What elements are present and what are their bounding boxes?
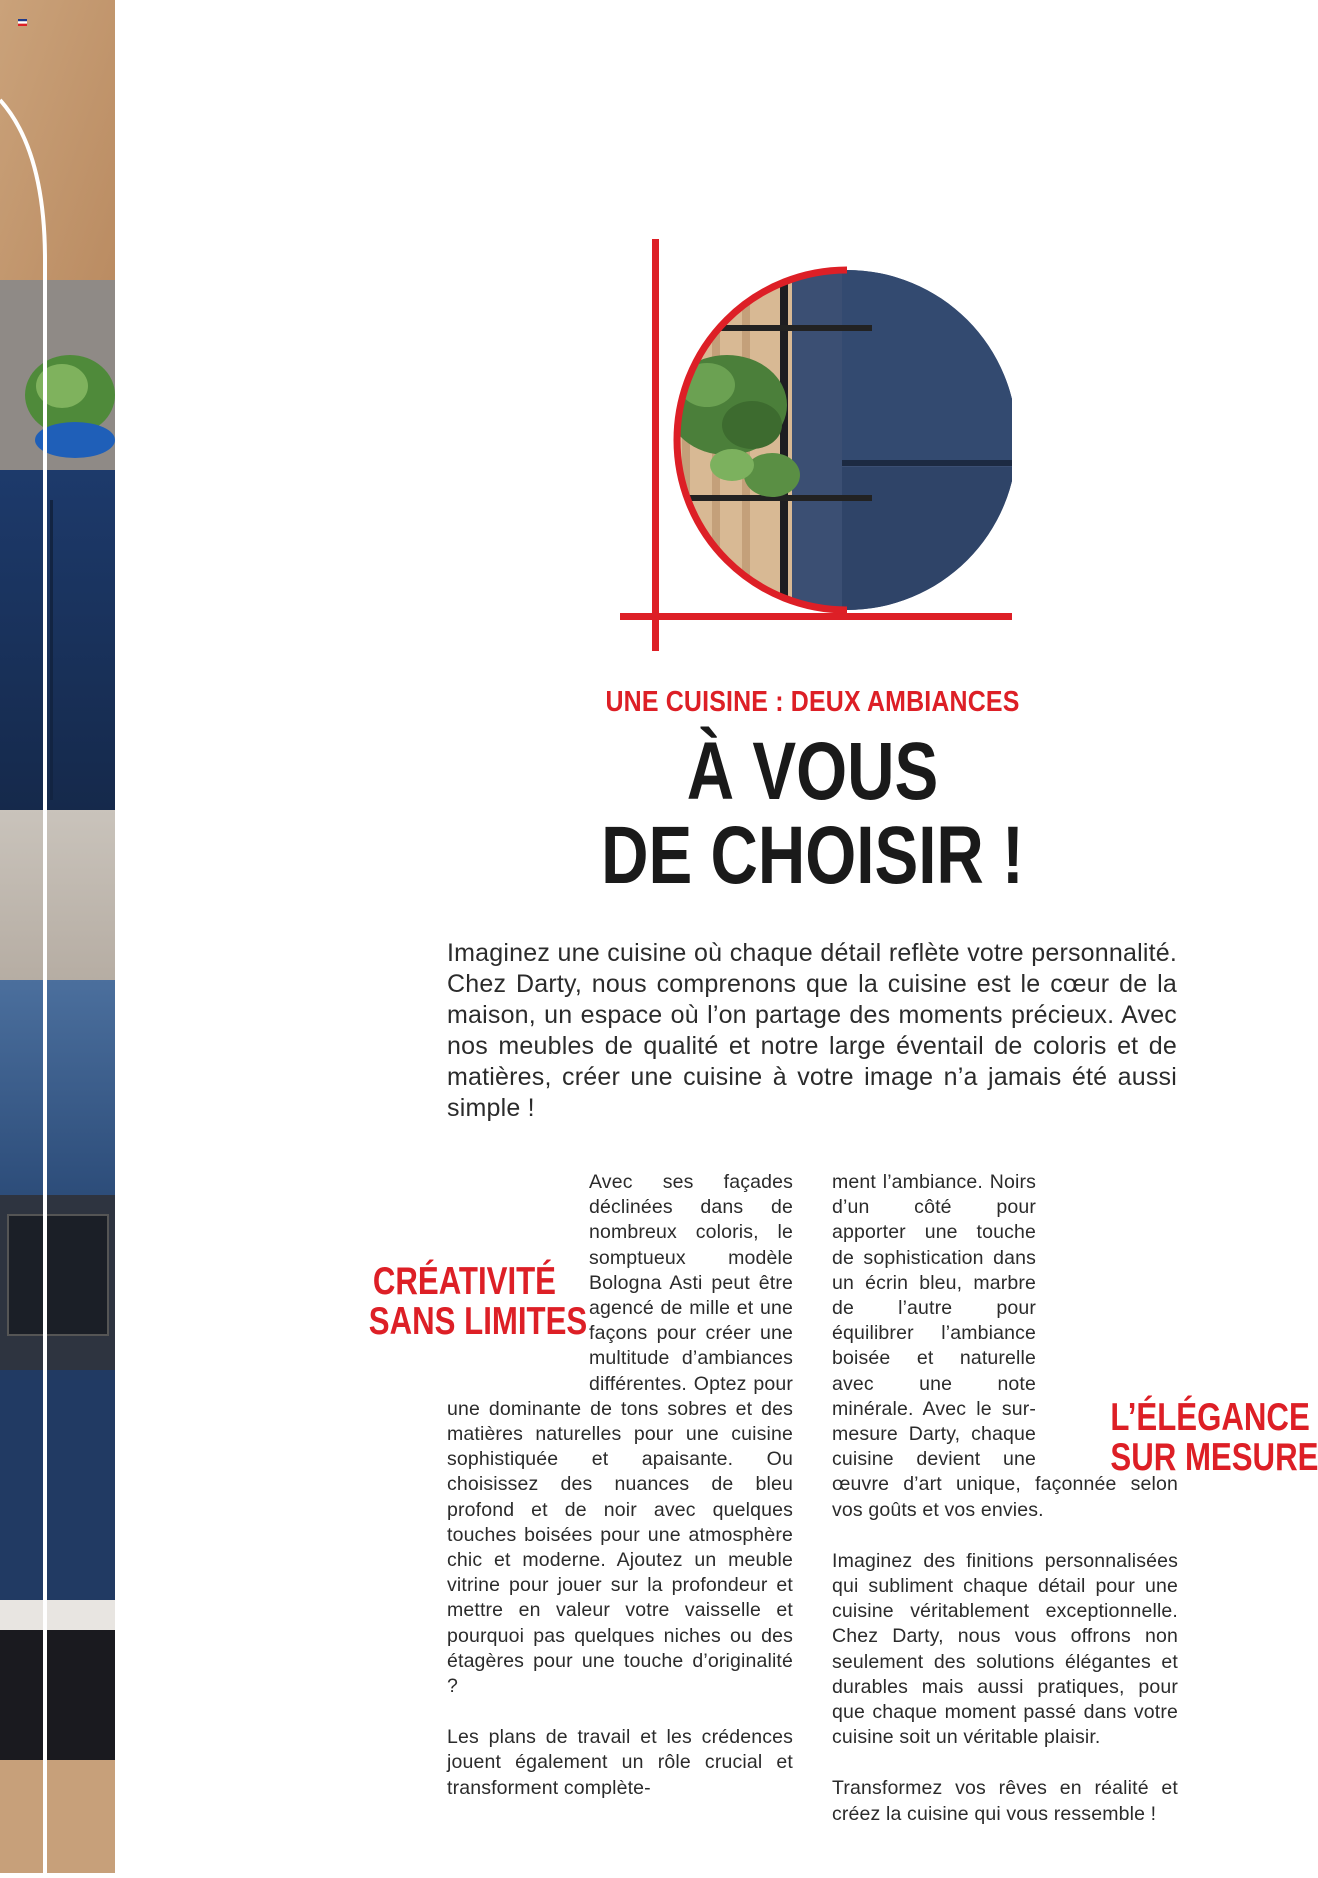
flag-icon: [18, 19, 27, 26]
column-left-text-1: Avec ses façades déclinées dans de nombreux coloris, le somptueux modèle Bologna Asti peut être agencé de mille et une façons pour créer une multitude d’ambiances différentes. Optez pour une dominante de tons sobres et des matières naturelles pour une cuisine sophistiquée et apaisante. Ou choisissez des nuances de bleu profond et de noir avec quelques touches boisées pour une atmosphère chic et moderne. Ajoutez un meuble vitrine pour jouer sur la profondeur et mettre en valeur votre vaisselle et pourquoi pas quelques niches ou des étagères pour une touche d’originalité ?: [447, 1171, 793, 1698]
kicker-title: UNE CUISINE : DEUX AMBIANCES: [605, 686, 1020, 718]
heading-wrap-space: [1036, 1350, 1178, 1460]
side-kitchen-photo: [0, 0, 115, 1873]
body-column-right: [832, 1170, 1178, 1827]
body-column-left: [447, 1170, 793, 1801]
section-heading-elegance-line2: SUR MESURE: [1110, 1436, 1318, 1479]
heading-wrap-space: [447, 1220, 589, 1396]
column-left-paragraph-1: [447, 1170, 793, 1699]
paragraph-gap: [447, 1699, 793, 1725]
section-heading-creativite-line1: CRÉATIVITÉ: [372, 1260, 556, 1303]
column-left-paragraph-2: Les plans de travail et les crédences jouent également un rôle crucial et transforment complète-: [447, 1726, 793, 1799]
column-right-paragraph-2: Imaginez des finitions personnalisées qui subliment chaque détail pour une cuisine véritablement exceptionnelle. Chez Darty, nous vous offrons non seulement des solutions élégantes et durables mais aussi pratiques, pour que chaque moment passé dans votre cuisine soit un véritable plaisir.: [832, 1549, 1178, 1749]
intro-text: Imaginez une cuisine où chaque détail reflète votre personnalité. Chez Darty, nous comprenons que la cuisine est le cœur de la maison, un espace où l’on partage des moments précieux. Avec nos meubles de qualité et notre large éventail de coloris et de matières, créer une cuisine à votre image n’a jamais été aussi simple !: [447, 939, 1177, 1122]
column-right-paragraph-3: Transformez vos rêves en réalité et créez la cuisine qui vous ressemble !: [832, 1777, 1178, 1825]
paragraph-gap: [832, 1523, 1178, 1549]
section-heading-elegance-line1: L’ÉLÉGANCE: [1110, 1396, 1310, 1439]
column-right-text-1: ment l’ambiance. Noirs d’un côté pour apporter une touche de sophistication dans un écrin bleu, marbre de l’autre pour équilibrer l’ambiance boisée et naturelle avec une note minérale. Avec le sur-mesure Darty, chaque cuisine devient une œuvre d’art unique, façonnée selon vos goûts et vos envies.: [832, 1171, 1178, 1521]
section-heading-creativite-line2: SANS LIMITES: [368, 1300, 588, 1343]
hero-circle-illustration: [612, 235, 1012, 655]
intro-paragraph: [447, 938, 1177, 1124]
headline-line-1: À VOUS: [686, 726, 939, 817]
headline-line-2: DE CHOISIR !: [601, 810, 1024, 901]
column-right-paragraph-1: [832, 1170, 1178, 1523]
paragraph-gap: [832, 1750, 1178, 1776]
